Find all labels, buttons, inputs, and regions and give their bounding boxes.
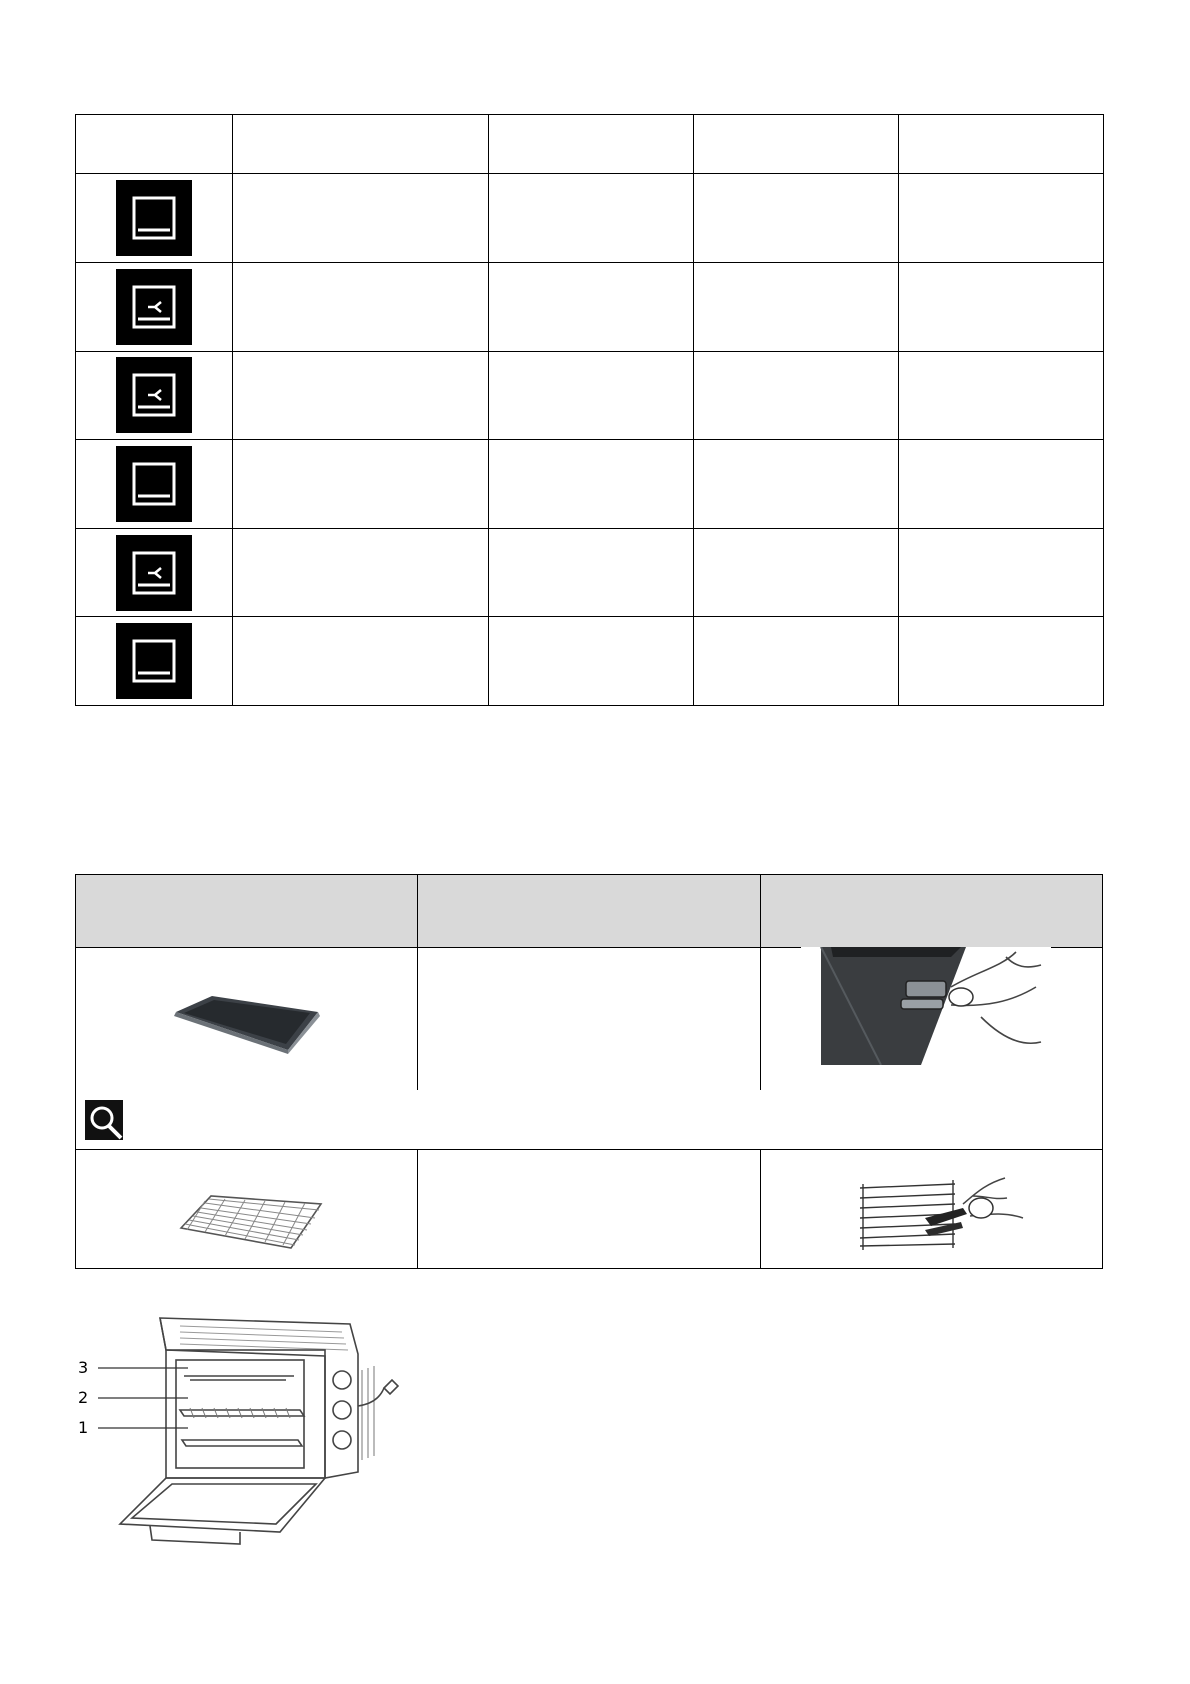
table-row — [76, 440, 1104, 529]
top-bottom-heat-icon — [116, 446, 192, 522]
table-cell — [899, 351, 1104, 440]
functions-table-header — [76, 115, 1104, 174]
accessories-table — [75, 874, 1103, 1269]
icon-cell — [76, 440, 233, 529]
table-cell — [489, 440, 694, 529]
icon-cell — [76, 528, 233, 617]
fan-heat-icon — [116, 269, 192, 345]
table-cell — [694, 351, 899, 440]
table-cell — [489, 617, 694, 706]
header-cell — [694, 115, 899, 174]
icon-cell — [76, 262, 233, 351]
table-cell — [694, 262, 899, 351]
fan-heat-icon — [116, 357, 192, 433]
table-cell — [489, 262, 694, 351]
table-cell — [694, 528, 899, 617]
table-row — [76, 262, 1104, 351]
top-bottom-heat-icon — [116, 180, 192, 256]
table-border — [75, 874, 76, 1269]
top-bottom-heat-icon — [116, 623, 192, 699]
row-divider — [75, 1149, 1103, 1150]
table-cell — [489, 351, 694, 440]
table-cell — [489, 528, 694, 617]
table-cell — [899, 528, 1104, 617]
column-divider — [760, 1149, 761, 1269]
header-cell — [76, 115, 233, 174]
fan-heat-icon — [116, 535, 192, 611]
table-cell — [694, 174, 899, 263]
shelf-level-label: 2 — [78, 1388, 89, 1407]
wire-rack-image — [175, 1190, 323, 1252]
table-cell — [233, 262, 489, 351]
table-cell — [233, 528, 489, 617]
column-divider — [417, 874, 418, 1090]
table-row — [76, 617, 1104, 706]
shelf-level-label: 1 — [78, 1418, 89, 1437]
oven-shelf-diagram — [80, 1310, 400, 1550]
table-cell — [489, 174, 694, 263]
tray-handle-usage-image — [801, 947, 1051, 1065]
table-border — [1102, 874, 1103, 1269]
icon-cell — [76, 617, 233, 706]
icon-cell — [76, 174, 233, 263]
table-cell — [694, 617, 899, 706]
table-cell — [899, 440, 1104, 529]
header-cell — [899, 115, 1104, 174]
rack-handle-usage-image — [855, 1174, 1025, 1254]
column-divider — [760, 874, 761, 1090]
header-cell — [233, 115, 489, 174]
table-cell — [899, 174, 1104, 263]
table-row — [76, 174, 1104, 263]
table-cell — [694, 440, 899, 529]
table-cell — [233, 351, 489, 440]
accessories-table-header — [75, 874, 1103, 948]
table-cell — [899, 262, 1104, 351]
icon-cell — [76, 351, 233, 440]
table-cell — [233, 440, 489, 529]
column-divider — [417, 1149, 418, 1269]
table-row — [76, 528, 1104, 617]
table-cell — [899, 617, 1104, 706]
shelf-level-label: 3 — [78, 1358, 89, 1377]
baking-tray-image — [170, 992, 322, 1056]
table-cell — [233, 174, 489, 263]
table-border — [75, 1268, 1103, 1269]
table-row — [76, 351, 1104, 440]
magnifier-icon — [85, 1100, 123, 1140]
header-cell — [489, 115, 694, 174]
functions-table — [75, 114, 1104, 706]
level-leader-lines — [92, 1360, 192, 1440]
table-cell — [233, 617, 489, 706]
